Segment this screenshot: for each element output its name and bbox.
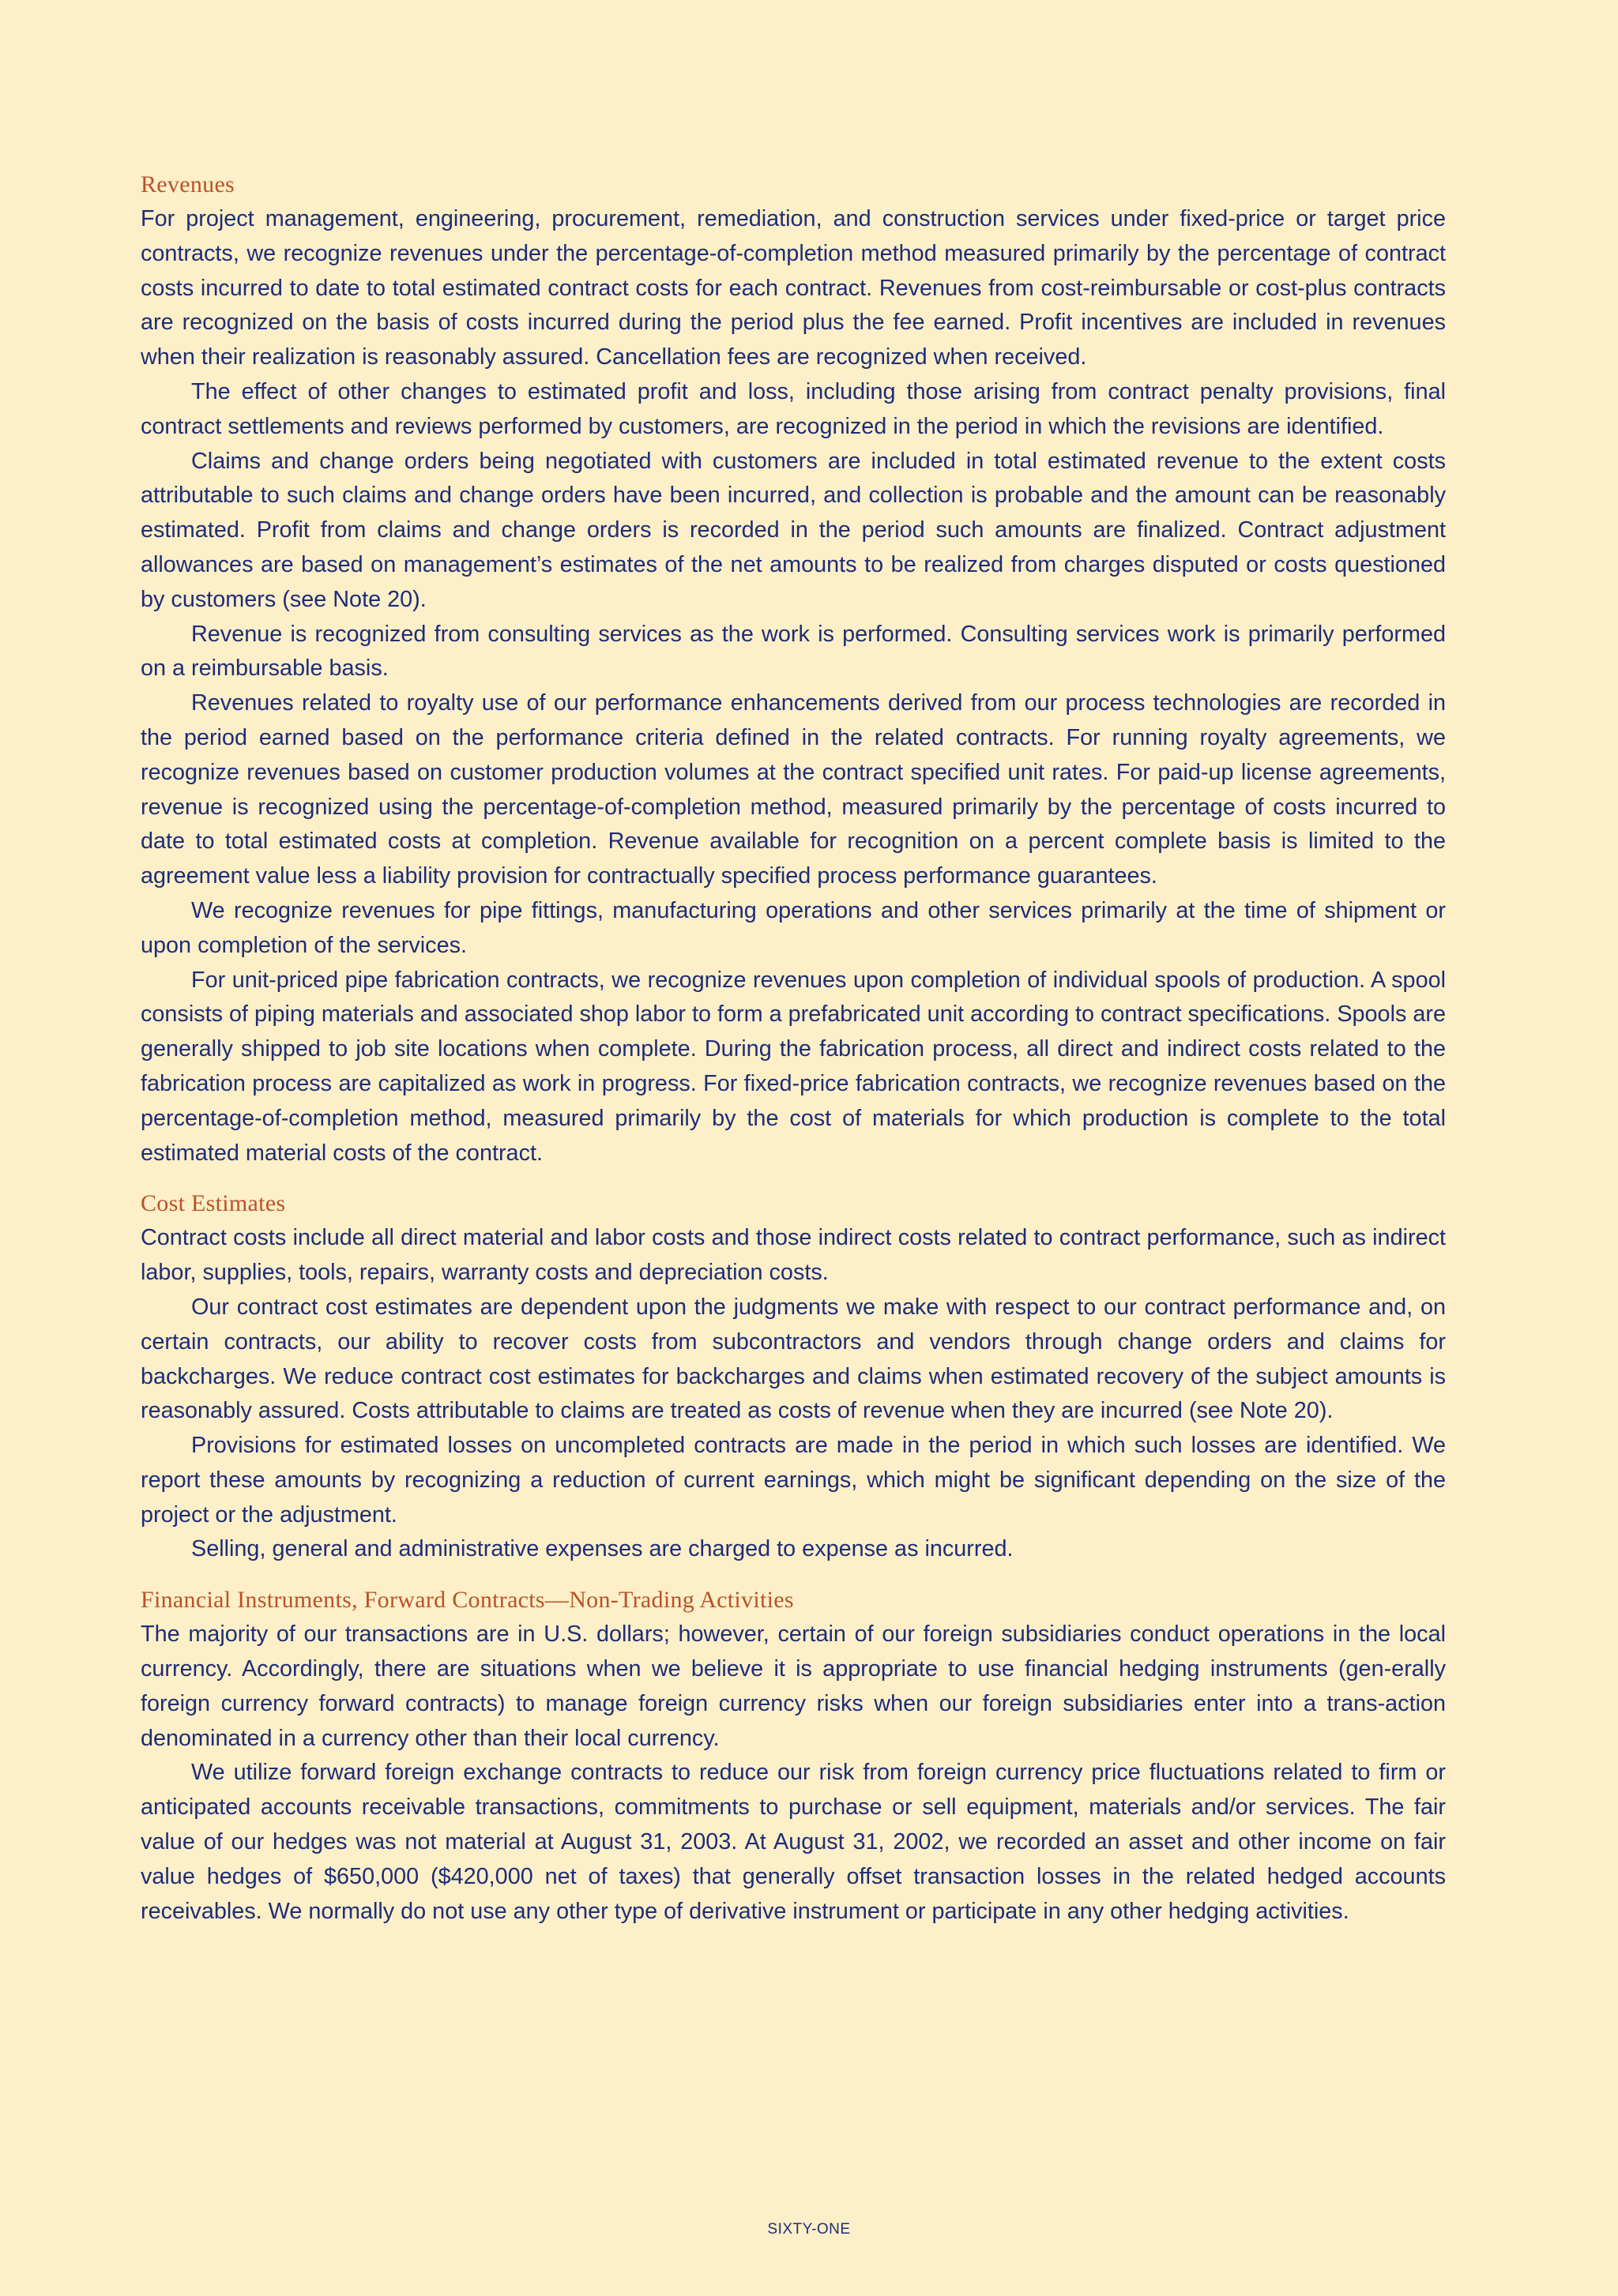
paragraph: Claims and change orders being negotiated with customers are included in total estimated revenue to the extent costs attributable to such claims and change orders have been incurred, and collection is probable and the amount can be reasonably estimated. Profit from claims and change orders is recorded in the period such amounts are finalized. Contract adjustment allowances are based on management’s estimates of the net amounts to be realized from charges disputed or costs questioned by customers (see Note 20). [141,448,1446,612]
paragraph: We utilize forward foreign exchange contracts to reduce our risk from foreign currency price fluctuations related to firm or anticipated accounts receivable transactions, commitments to purchase or sell equipment, materials and/or services. The fair value of our hedges was not material at August 31, 2003. At August 31, 2002, we recorded an asset and other income on fair value hedges of $650,000 ($420,000 net of taxes) that generally offset transaction losses in the related hedged accounts receivables. We normally do not use any other type of derivative instrument or participate in any other hedging activities. [141,1760,1446,1924]
paragraph: Provisions for estimated losses on uncompleted contracts are made in the period in which such losses are identified. We report these amounts by recognizing a reduction of current earnings, which might be significant depending on the size of the project or the adjustment. [141,1433,1446,1528]
section-heading: Financial Instruments, Forward Contracts—Non-Trading Activities [141,1587,794,1614]
paragraph: Revenues related to royalty use of our performance enhancements derived from our process technologies are recorded in the period earned based on the performance criteria defined in the related contracts. For running royalty agreements, we recognize revenues based on customer production volumes at the contract specified unit rates. For paid-up license agreements, revenue is recognized using the percentage-of-completion method, measured primarily by the percentage of costs incurred to date to total estimated costs at completion. Revenue available for recognition on a percent complete basis is limited to the agreement value less a liability provision for contractually specified process performance guarantees. [141,690,1446,889]
paragraph: Contract costs include all direct material and labor costs and those indirect costs related to contract performance, such as indirect labor, supplies, tools, repairs, warranty costs and depreciation costs. [141,1225,1446,1286]
document-body [141,167,1446,1929]
paragraph: We recognize revenues for pipe fittings, manufacturing operations and other services primarily at the time of shipment or upon completion of the services. [141,897,1446,958]
paragraph: Revenue is recognized from consulting services as the work is performed. Consulting services work is primarily performed on a reimbursable basis. [141,621,1446,682]
section-financial-instruments [141,1583,1446,1929]
section-heading: Cost Estimates [141,1190,286,1217]
paragraph: Selling, general and administrative expenses are charged to expense as incurred. [191,1536,1014,1562]
paragraph: For unit-priced pipe fabrication contracts, we recognize revenues upon completion of individual spools of production. A spool consists of piping materials and associated shop labor to form a prefabricated unit according to contract specifications. Spools are generally shipped to job site locations when complete. During the fabrication process, all direct and indirect costs related to the fabrication process are capitalized as work in progress. For fixed-price fabrication contracts, we recognize revenues based on the percentage-of-completion method, measured primarily by the cost of materials for which production is complete to the total estimated material costs of the contract. [141,967,1446,1166]
paragraph: The effect of other changes to estimated profit and loss, including those arising from contract penalty provisions, final contract settlements and reviews performed by customers, are recognized in the period in which the revisions are identified. [141,378,1446,439]
page-number: SIXTY-ONE [767,2221,851,2238]
paragraph: For project management, engineering, procurement, remediation, and construction services under fixed-price or target price contracts, we recognize revenues under the percentage-of-completion method measured primarily by the percentage of contract costs incurred to date to total estimated contract costs for each contract. Revenues from cost-reimbursable or cost-plus contracts are recognized on the basis of costs incurred during the period plus the fee earned. Profit incentives are included in revenues when their realization is reasonably assured. Cancellation fees are recognized when received. [141,206,1446,370]
section-heading: Revenues [141,171,235,197]
section-revenues [141,167,1446,1171]
section-cost-estimates [141,1186,1446,1567]
paragraph: Our contract cost estimates are dependent upon the judgments we make with respect to our contract performance and, on certain contracts, our ability to recover costs from subcontractors and vendors through change orders and claims for backcharges. We reduce contract cost estimates for backcharges and claims when estimated recovery of the subject amounts is reasonably assured. Costs attributable to claims are treated as costs of revenue when they are incurred (see Note 20). [141,1294,1446,1424]
paragraph: The majority of our transactions are in U.S. dollars; however, certain of our foreign subsidiaries conduct operations in the local currency. Accordingly, there are situations when we believe it is appropriate to use financial hedging instruments (gen-erally foreign currency forward contracts) to manage foreign currency risks when our foreign subsidiaries enter into a trans-action denominated in a currency other than their local currency. [141,1621,1446,1751]
